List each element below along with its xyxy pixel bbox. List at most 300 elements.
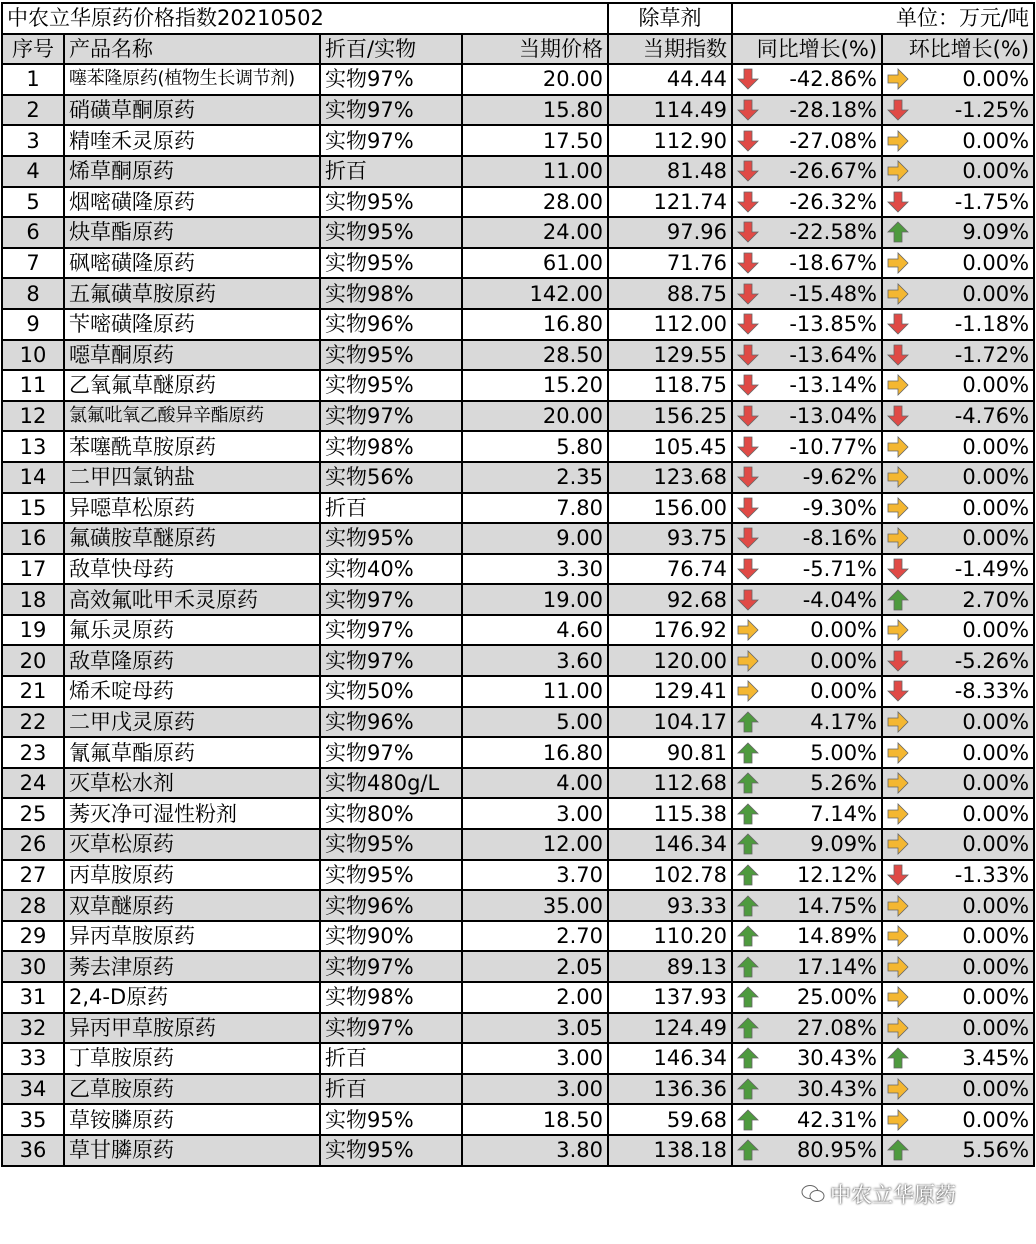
row-mom <box>882 982 1034 1013</box>
right-arrow-icon <box>887 711 909 733</box>
row-mom-value: -8.33% <box>954 679 1030 704</box>
right-arrow-icon <box>887 1017 909 1039</box>
row-mom <box>882 921 1034 952</box>
row-index: 120.00 <box>608 645 732 676</box>
row-price: 5.00 <box>462 707 608 738</box>
row-spec: 实物98% <box>320 431 462 462</box>
row-spec: 实物96% <box>320 890 462 921</box>
row-idx: 36 <box>2 1135 64 1166</box>
row-idx: 29 <box>2 921 64 952</box>
header-spec: 折百/实物 <box>320 34 462 65</box>
down-arrow-icon <box>737 221 759 243</box>
row-spec: 实物480g/L <box>320 768 462 799</box>
row-idx: 3 <box>2 125 64 156</box>
row-mom-value: 0.00% <box>962 128 1030 153</box>
down-arrow-icon <box>887 191 909 213</box>
row-yoy <box>732 1043 882 1074</box>
row-mom-value: 0.00% <box>962 526 1030 551</box>
row-yoy-value: -8.16% <box>802 526 878 551</box>
unit-label: 单位：万元/吨 <box>732 3 1034 34</box>
row-spec: 折百 <box>320 1074 462 1105</box>
row-yoy-value: -4.04% <box>802 587 878 612</box>
row-yoy-value: -27.08% <box>789 128 878 153</box>
table-row <box>2 707 1034 738</box>
row-mom-value: 2.70% <box>962 587 1030 612</box>
row-yoy-value: 0.00% <box>810 679 878 704</box>
row-index: 110.20 <box>608 921 732 952</box>
right-arrow-icon <box>887 772 909 794</box>
row-idx: 1 <box>2 64 64 95</box>
row-price: 16.80 <box>462 309 608 340</box>
row-spec: 实物97% <box>320 951 462 982</box>
row-yoy-value: -22.58% <box>789 220 878 245</box>
row-index: 138.18 <box>608 1135 732 1166</box>
row-spec: 实物97% <box>320 401 462 432</box>
down-arrow-icon <box>887 864 909 886</box>
row-name: 氰氟草酯原药 <box>64 737 320 768</box>
row-idx: 33 <box>2 1043 64 1074</box>
row-name: 烯禾啶母药 <box>64 676 320 707</box>
row-yoy-value: -9.30% <box>802 495 878 520</box>
row-yoy-value: 42.31% <box>796 1107 878 1132</box>
row-mom <box>882 248 1034 279</box>
row-price: 11.00 <box>462 156 608 187</box>
down-arrow-icon <box>737 344 759 366</box>
row-idx: 6 <box>2 217 64 248</box>
table-row <box>2 1013 1034 1044</box>
row-mom-value: 0.00% <box>962 709 1030 734</box>
row-idx: 20 <box>2 645 64 676</box>
right-arrow-icon <box>887 833 909 855</box>
row-name: 苄嘧磺隆原药 <box>64 309 320 340</box>
row-index: 71.76 <box>608 248 732 279</box>
table-row <box>2 798 1034 829</box>
row-yoy-value: 30.43% <box>796 1046 878 1071</box>
header-row <box>2 34 1034 65</box>
row-price: 2.35 <box>462 462 608 493</box>
right-arrow-icon <box>887 895 909 917</box>
header-yoy: 同比增长(%) <box>732 34 882 65</box>
table-row <box>2 309 1034 340</box>
up-arrow-icon <box>737 895 759 917</box>
row-index: 105.45 <box>608 431 732 462</box>
row-name: 敌草隆原药 <box>64 645 320 676</box>
row-mom-value: 0.00% <box>962 373 1030 398</box>
row-yoy-value: 27.08% <box>796 1015 878 1040</box>
table-row <box>2 340 1034 371</box>
row-yoy-value: -26.32% <box>789 189 878 214</box>
up-arrow-icon <box>737 986 759 1008</box>
row-name: 草铵膦原药 <box>64 1104 320 1135</box>
row-yoy <box>732 676 882 707</box>
row-yoy-value: 17.14% <box>796 954 878 979</box>
table-title: 中农立华原药价格指数20210502 <box>2 3 608 34</box>
row-yoy-value: 5.00% <box>810 740 878 765</box>
down-arrow-icon <box>887 313 909 335</box>
row-mom <box>882 798 1034 829</box>
row-mom-value: 0.00% <box>962 67 1030 92</box>
row-price: 35.00 <box>462 890 608 921</box>
row-idx: 8 <box>2 278 64 309</box>
table-row <box>2 1074 1034 1105</box>
row-index: 93.33 <box>608 890 732 921</box>
row-price: 2.70 <box>462 921 608 952</box>
right-arrow-icon <box>737 619 759 641</box>
row-yoy-value: -15.48% <box>789 281 878 306</box>
row-mom <box>882 95 1034 126</box>
row-price: 3.00 <box>462 798 608 829</box>
row-mom-value: 0.00% <box>962 1107 1030 1132</box>
row-mom <box>882 645 1034 676</box>
table-row <box>2 890 1034 921</box>
row-spec: 实物95% <box>320 523 462 554</box>
row-spec: 实物97% <box>320 64 462 95</box>
row-mom <box>882 829 1034 860</box>
row-spec: 实物80% <box>320 798 462 829</box>
up-arrow-icon <box>737 833 759 855</box>
row-index: 59.68 <box>608 1104 732 1135</box>
row-yoy-value: 14.75% <box>796 893 878 918</box>
row-index: 129.41 <box>608 676 732 707</box>
row-name: 硝磺草酮原药 <box>64 95 320 126</box>
row-spec: 折百 <box>320 1043 462 1074</box>
row-idx: 26 <box>2 829 64 860</box>
row-idx: 2 <box>2 95 64 126</box>
row-spec: 实物95% <box>320 340 462 371</box>
row-price: 3.00 <box>462 1043 608 1074</box>
row-mom <box>882 707 1034 738</box>
row-yoy <box>732 187 882 218</box>
row-mom <box>882 309 1034 340</box>
row-mom-value: -4.76% <box>954 404 1030 429</box>
table-row <box>2 554 1034 585</box>
right-arrow-icon <box>887 160 909 182</box>
up-arrow-icon <box>737 772 759 794</box>
right-arrow-icon <box>887 68 909 90</box>
row-name: 灭草松原药 <box>64 829 320 860</box>
row-yoy <box>732 584 882 615</box>
row-mom <box>882 1074 1034 1105</box>
row-price: 3.60 <box>462 645 608 676</box>
row-price: 61.00 <box>462 248 608 279</box>
row-yoy-value: -26.67% <box>789 159 878 184</box>
row-price: 4.60 <box>462 615 608 646</box>
down-arrow-icon <box>737 130 759 152</box>
right-arrow-icon <box>887 925 909 947</box>
row-price: 16.80 <box>462 737 608 768</box>
row-mom <box>882 1104 1034 1135</box>
row-idx: 25 <box>2 798 64 829</box>
row-idx: 19 <box>2 615 64 646</box>
down-arrow-icon <box>737 99 759 121</box>
row-price: 2.05 <box>462 951 608 982</box>
up-arrow-icon <box>887 1047 909 1069</box>
row-mom <box>882 554 1034 585</box>
right-arrow-icon <box>887 742 909 764</box>
row-mom-value: 0.00% <box>962 893 1030 918</box>
table-row <box>2 370 1034 401</box>
row-mom <box>882 493 1034 524</box>
row-idx: 5 <box>2 187 64 218</box>
row-mom <box>882 768 1034 799</box>
row-price: 28.00 <box>462 187 608 218</box>
row-mom <box>882 951 1034 982</box>
down-arrow-icon <box>737 527 759 549</box>
row-idx: 35 <box>2 1104 64 1135</box>
up-arrow-icon <box>737 1078 759 1100</box>
row-yoy <box>732 278 882 309</box>
row-index: 146.34 <box>608 1043 732 1074</box>
table-row <box>2 615 1034 646</box>
up-arrow-icon <box>887 589 909 611</box>
row-price: 7.80 <box>462 493 608 524</box>
row-idx: 22 <box>2 707 64 738</box>
row-mom-value: 0.00% <box>962 832 1030 857</box>
row-price: 15.80 <box>462 95 608 126</box>
row-mom-value: 0.00% <box>962 281 1030 306</box>
row-mom <box>882 278 1034 309</box>
row-price: 5.80 <box>462 431 608 462</box>
row-price: 3.05 <box>462 1013 608 1044</box>
row-spec: 实物95% <box>320 860 462 891</box>
row-name: 异噁草松原药 <box>64 493 320 524</box>
row-spec: 实物95% <box>320 248 462 279</box>
table-row <box>2 64 1034 95</box>
table-row <box>2 1043 1034 1074</box>
row-name: 砜嘧磺隆原药 <box>64 248 320 279</box>
up-arrow-icon <box>737 742 759 764</box>
row-spec: 实物97% <box>320 615 462 646</box>
row-yoy <box>732 309 882 340</box>
down-arrow-icon <box>737 252 759 274</box>
row-name: 敌草快母药 <box>64 554 320 585</box>
table-row <box>2 95 1034 126</box>
row-price: 20.00 <box>462 64 608 95</box>
watermark <box>800 1180 1032 1208</box>
row-price: 12.00 <box>462 829 608 860</box>
row-yoy <box>732 860 882 891</box>
row-mom-value: 0.00% <box>962 1077 1030 1102</box>
row-yoy-value: -9.62% <box>802 465 878 490</box>
row-mom-value: 0.00% <box>962 985 1030 1010</box>
row-mom-value: 0.00% <box>962 924 1030 949</box>
row-mom-value: -1.18% <box>954 312 1030 337</box>
row-yoy-value: -10.77% <box>789 434 878 459</box>
row-price: 28.50 <box>462 340 608 371</box>
row-spec: 实物95% <box>320 370 462 401</box>
table-row <box>2 523 1034 554</box>
row-price: 18.50 <box>462 1104 608 1135</box>
row-mom-value: 0.00% <box>962 740 1030 765</box>
table-row <box>2 982 1034 1013</box>
row-name: 丁草胺原药 <box>64 1043 320 1074</box>
row-mom-value: -1.72% <box>954 342 1030 367</box>
row-mom-value: 0.00% <box>962 1015 1030 1040</box>
row-index: 136.36 <box>608 1074 732 1105</box>
right-arrow-icon <box>887 1078 909 1100</box>
row-name: 噻苯隆原药(植物生长调节剂) <box>64 64 320 95</box>
row-spec: 实物97% <box>320 737 462 768</box>
row-yoy <box>732 645 882 676</box>
row-yoy-value: 0.00% <box>810 648 878 673</box>
header-index: 当期指数 <box>608 34 732 65</box>
row-idx: 27 <box>2 860 64 891</box>
row-yoy <box>732 431 882 462</box>
row-idx: 30 <box>2 951 64 982</box>
table-row <box>2 584 1034 615</box>
up-arrow-icon <box>737 1047 759 1069</box>
row-yoy <box>732 340 882 371</box>
right-arrow-icon <box>887 252 909 274</box>
row-mom-value: 0.00% <box>962 618 1030 643</box>
row-name: 烟嘧磺隆原药 <box>64 187 320 218</box>
right-arrow-icon <box>887 1109 909 1131</box>
down-arrow-icon <box>737 405 759 427</box>
down-arrow-icon <box>737 191 759 213</box>
row-yoy-value: -18.67% <box>789 251 878 276</box>
right-arrow-icon <box>887 374 909 396</box>
header-name: 产品名称 <box>64 34 320 65</box>
table-row <box>2 493 1034 524</box>
row-yoy-value: -13.85% <box>789 312 878 337</box>
right-arrow-icon <box>887 986 909 1008</box>
wechat-icon <box>800 1183 826 1205</box>
row-mom <box>882 890 1034 921</box>
row-yoy-value: 4.17% <box>810 709 878 734</box>
right-arrow-icon <box>887 497 909 519</box>
row-name: 乙氧氟草醚原药 <box>64 370 320 401</box>
row-yoy <box>732 217 882 248</box>
down-arrow-icon <box>887 680 909 702</box>
up-arrow-icon <box>737 1017 759 1039</box>
row-mom <box>882 462 1034 493</box>
right-arrow-icon <box>887 436 909 458</box>
table-row <box>2 1135 1034 1166</box>
row-spec: 实物96% <box>320 707 462 738</box>
row-yoy-value: 80.95% <box>796 1138 878 1163</box>
right-arrow-icon <box>737 650 759 672</box>
row-mom <box>882 125 1034 156</box>
row-mom <box>882 156 1034 187</box>
down-arrow-icon <box>737 497 759 519</box>
row-idx: 21 <box>2 676 64 707</box>
row-mom <box>882 1043 1034 1074</box>
table-row <box>2 462 1034 493</box>
row-spec: 实物90% <box>320 921 462 952</box>
row-price: 4.00 <box>462 768 608 799</box>
row-spec: 实物96% <box>320 309 462 340</box>
row-name: 炔草酯原药 <box>64 217 320 248</box>
row-mom <box>882 615 1034 646</box>
category-label: 除草剂 <box>608 3 732 34</box>
row-price: 2.00 <box>462 982 608 1013</box>
row-yoy-value: 0.00% <box>810 618 878 643</box>
row-yoy <box>732 1135 882 1166</box>
row-yoy <box>732 890 882 921</box>
row-yoy <box>732 64 882 95</box>
row-name: 五氟磺草胺原药 <box>64 278 320 309</box>
row-name: 二甲戊灵原药 <box>64 707 320 738</box>
row-index: 89.13 <box>608 951 732 982</box>
row-idx: 13 <box>2 431 64 462</box>
row-yoy <box>732 1104 882 1135</box>
row-mom <box>882 1013 1034 1044</box>
row-mom <box>882 860 1034 891</box>
row-yoy <box>732 615 882 646</box>
header-price: 当期价格 <box>462 34 608 65</box>
row-price: 11.00 <box>462 676 608 707</box>
down-arrow-icon <box>737 436 759 458</box>
down-arrow-icon <box>887 344 909 366</box>
row-name: 莠去津原药 <box>64 951 320 982</box>
row-spec: 折百 <box>320 493 462 524</box>
row-idx: 28 <box>2 890 64 921</box>
row-idx: 16 <box>2 523 64 554</box>
row-spec: 实物97% <box>320 584 462 615</box>
row-name: 灭草松水剂 <box>64 768 320 799</box>
row-yoy <box>732 921 882 952</box>
up-arrow-icon <box>887 221 909 243</box>
right-arrow-icon <box>887 466 909 488</box>
row-name: 双草醚原药 <box>64 890 320 921</box>
down-arrow-icon <box>887 405 909 427</box>
row-yoy <box>732 462 882 493</box>
row-yoy <box>732 768 882 799</box>
down-arrow-icon <box>887 558 909 580</box>
row-mom-value: -1.75% <box>954 189 1030 214</box>
row-mom-value: -1.49% <box>954 556 1030 581</box>
row-idx: 4 <box>2 156 64 187</box>
row-spec: 实物97% <box>320 95 462 126</box>
row-yoy-value: -5.71% <box>802 556 878 581</box>
row-mom-value: 0.00% <box>962 251 1030 276</box>
row-spec: 实物97% <box>320 645 462 676</box>
row-name: 二甲四氯钠盐 <box>64 462 320 493</box>
row-index: 76.74 <box>608 554 732 585</box>
row-mom-value: -1.33% <box>954 862 1030 887</box>
row-price: 3.30 <box>462 554 608 585</box>
up-arrow-icon <box>737 864 759 886</box>
row-price: 3.70 <box>462 860 608 891</box>
table-row <box>2 401 1034 432</box>
row-mom-value: 0.00% <box>962 159 1030 184</box>
row-yoy <box>732 401 882 432</box>
row-name: 莠灭净可湿性粉剂 <box>64 798 320 829</box>
row-index: 112.90 <box>608 125 732 156</box>
down-arrow-icon <box>887 99 909 121</box>
table-row <box>2 217 1034 248</box>
row-yoy <box>732 523 882 554</box>
row-index: 88.75 <box>608 278 732 309</box>
up-arrow-icon <box>737 1109 759 1131</box>
row-name: 2,4-D原药 <box>64 982 320 1013</box>
row-index: 115.38 <box>608 798 732 829</box>
row-mom <box>882 370 1034 401</box>
row-index: 97.96 <box>608 217 732 248</box>
row-yoy-value: 30.43% <box>796 1077 878 1102</box>
down-arrow-icon <box>737 313 759 335</box>
row-yoy-value: 14.89% <box>796 924 878 949</box>
row-mom <box>882 523 1034 554</box>
header-mom: 环比增长(%) <box>882 34 1034 65</box>
row-yoy-value: -28.18% <box>789 98 878 123</box>
down-arrow-icon <box>737 374 759 396</box>
table-row <box>2 768 1034 799</box>
row-name: 氟乐灵原药 <box>64 615 320 646</box>
row-yoy <box>732 951 882 982</box>
row-idx: 17 <box>2 554 64 585</box>
down-arrow-icon <box>737 558 759 580</box>
